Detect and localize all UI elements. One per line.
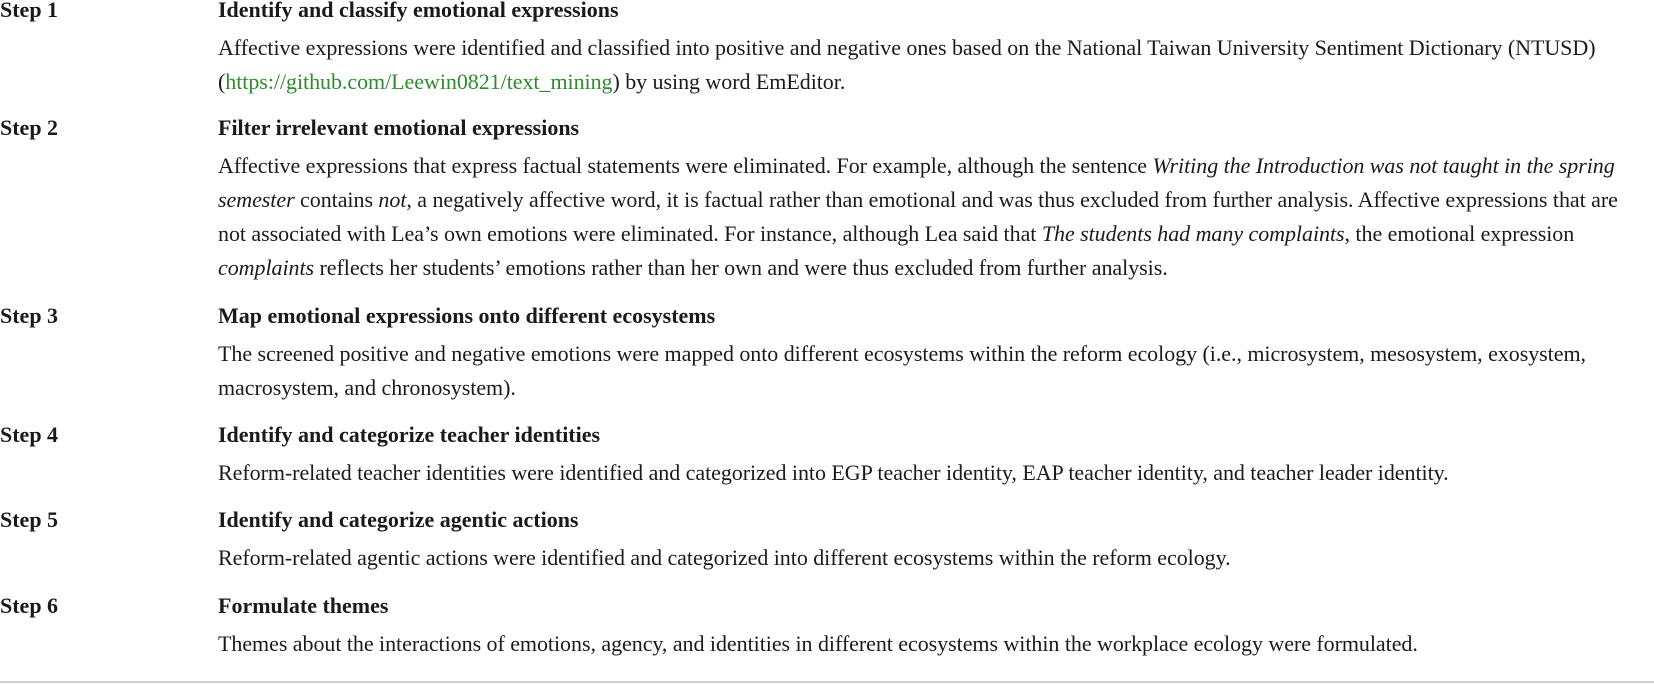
step-description: Themes about the interactions of emotions, agency, and identities in different ecosystems within the workplace ecology were formulated. [218,631,1418,656]
step-content [218,418,1654,490]
step-title: Map emotional expressions onto different ecosystems [218,303,716,328]
step-content [218,111,1654,285]
step-row-6 [0,589,1654,669]
step-title: Identify and categorize agentic actions [218,507,579,532]
desc-italic: Writing the Introduction was not taught in the spring semester [218,153,1615,212]
step-description [218,149,1646,285]
desc-text: , a negatively affective word, it is factual rather than emotional and was thus excluded from further analysis. Affective expressions that are not associated with Lea’s own emotions were eliminated. For instance, although Lea said that [218,187,1618,246]
step-label: Step 2 [0,115,59,140]
step-row-5 [0,503,1654,589]
desc-italic: The students had many complaints [1041,221,1345,246]
step-content [218,0,1654,99]
step-description: The screened positive and negative emotions were mapped onto different ecosystems within the reform ecology (i.e., microsystem, mesosystem, exosystem, macrosystem, and chronosystem). [218,341,1586,400]
step-title: Formulate themes [218,593,389,618]
ntusd-link[interactable]: https://github.com/Leewin0821/text_mining [225,69,613,94]
step-content [218,589,1654,661]
step-label: Step 5 [0,507,59,532]
step-description: Reform-related agentic actions were identified and categorized into different ecosystems within the reform ecology. [218,545,1231,570]
desc-text: ) by using word EmEditor. [612,69,846,94]
desc-text: reflects her students’ emotions rather than her own and were thus excluded from further analysis. [314,255,1168,280]
step-label: Step 1 [0,0,59,22]
step-title: Identify and classify emotional expressions [218,0,619,22]
step-row-1 [0,0,1654,111]
step-row-2 [0,111,1654,299]
step-title: Filter irrelevant emotional expressions [218,115,580,140]
step-content [218,503,1654,575]
table-bottom-rule [0,681,1654,683]
step-row-3 [0,299,1654,418]
desc-text: Affective expressions that express factual statements were eliminated. For example, although the sentence [218,153,1153,178]
step-description [218,31,1646,99]
step-label: Step 6 [0,593,59,618]
step-row-4 [0,418,1654,503]
step-label: Step 4 [0,422,59,447]
desc-text: , the emotional expression [1344,221,1575,246]
desc-text: Affective expressions were identified and classified into positive and negative ones based on the National Taiwan University Sentiment Dictionary (NTUSD) ( [218,35,1596,94]
step-description: Reform-related teacher identities were identified and categorized into EGP teacher identity, EAP teacher identity, and teacher leader identity. [218,460,1449,485]
step-content [218,299,1654,405]
desc-italic: complaints [218,255,315,280]
step-label: Step 3 [0,303,59,328]
desc-text: contains [294,187,379,212]
desc-italic: not [378,187,407,212]
step-title: Identify and categorize teacher identities [218,422,601,447]
